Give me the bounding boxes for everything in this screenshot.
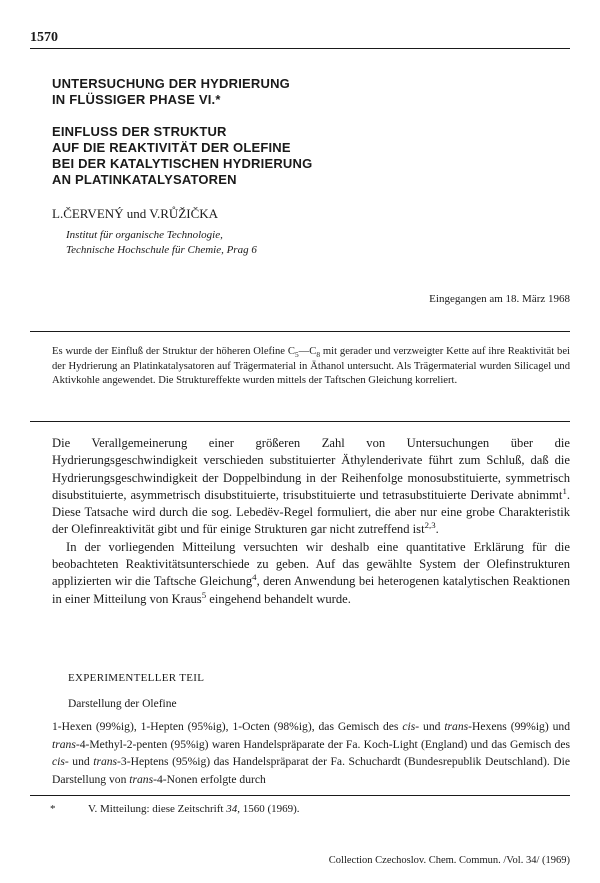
abstract: Es wurde der Einfluß der Struktur der höheren Olefine $C_5—C_8$ mit gerader und verzweigter Kette auf ihre Reaktivität bei der Hydrierung an Platinkatalysatoren auf Trägermaterial in Äthanol untersucht. Als Trägermaterial wurden Silicagel und Aktivkohle angewendet. Die Struktureffekte wurden mittels der Taftschen Gleichung korreliert. [52, 346, 571, 386]
article-title [52, 76, 562, 108]
authors: L.ČERVENÝ und V.RŮŽIČKA [52, 206, 219, 221]
footnote: * V. Mitteilung: diese Zeitschrift 34, 1560 (1969). [50, 803, 300, 815]
paragraph: In der vorliegenden Mitteilung versuchten wir deshalb eine quantitative Erklärung für die beobachteten Reaktivitätsunterschiede zu geben. Auf das gewählte System der Olefinstrukturen applizierten wir die Taftsche Gleichung$^4$, deren Anwendung bei heterogenen katalytischen Reaktionen in einer Mitteilung von Kraus$^5$ eingehend behandelt wurde. [52, 539, 570, 606]
received-date: Eingegangen am 18. März 1968 [429, 293, 570, 305]
journal-citation: Collection Czechoslov. Chem. Commun. /Vol. 34/ (1969) [328, 855, 570, 866]
title-line: IN FLÜSSIGER PHASE VI.* [52, 92, 221, 107]
subheading: Darstellung der Olefine [68, 698, 177, 710]
page-number: 1570 [30, 30, 58, 45]
title-line: UNTERSUCHUNG DER HYDRIERUNG [52, 76, 290, 91]
section-heading: EXPERIMENTELLER TEIL [68, 672, 205, 684]
title-line: EINFLUSS DER STRUKTUR [52, 124, 227, 139]
title-line: AUF DIE REAKTIVITÄT DER OLEFINE [52, 140, 291, 155]
footnote-rule [30, 795, 570, 796]
abstract-bottom-rule [30, 421, 570, 422]
top-rule [30, 48, 570, 49]
abstract-top-rule [30, 331, 570, 332]
paragraph: Die Verallgemeinerung einer größeren Zahl von Untersuchungen über die Hydrierungsgeschwindigkeit verschieden substituierter Äthylenderivate führt zum Schluß, daß die Hydrierungsgeschwindigkeit der Doppelbindung in der Reihenfolge monosubstituierte, symmetrisch disubstituierte, asymmetrisch disubstituierte, trisubstituierte und tetrasubstituierte Derivate abnimmt$^1$. Diese Tatsache wird durch die sog. Lebedëv-Regel formuliert, die aber nur eine grobe Charakteristik der Olefinreaktivität gibt und für einige Strukturen gar nicht zutreffend ist$^{2,3}$. [52, 436, 570, 537]
affiliation-line: Technische Hochschule für Chemie, Prag 6 [66, 244, 257, 256]
article-subtitle [52, 124, 562, 188]
intro-text [52, 435, 570, 608]
title-line: AN PLATINKATALYSATOREN [52, 172, 237, 187]
experimental-text: 1-Hexen (99%ig), 1-Hepten (95%ig), 1-Octen (98%ig), das Gemisch des cis- und trans-Hexens (99%ig) und trans-4-Methyl-2-penten (95%ig) waren Handelspräparate der Fa. Koch-Light (England) und das Gemisch des cis- und trans-3-Heptens (95%ig) das Handelspräparat der Fa. Schuchardt (Bundesrepublik Deutschland). Die Darstellung von trans-4-Nonen erfolgte durch [52, 720, 570, 786]
affiliation [66, 228, 257, 258]
title-line: BEI DER KATALYTISCHEN HYDRIERUNG [52, 156, 313, 171]
affiliation-line: Institut für organische Technologie, [66, 229, 223, 241]
